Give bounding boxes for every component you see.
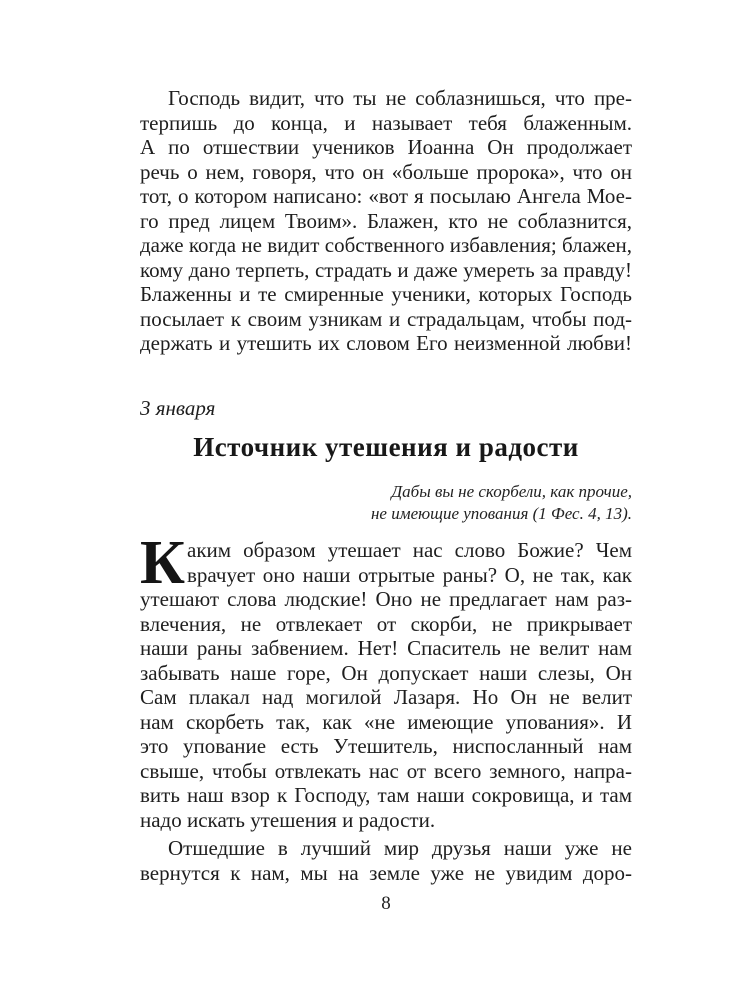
text-line: это упование есть Утешитель, ниспосланный нам (140, 734, 632, 758)
entry-title: Источник утешения и радости (193, 432, 579, 462)
page-number: 8 (381, 893, 391, 914)
closing-paragraph (140, 836, 632, 885)
text-line: А по отшествии учеников Иоанна Он продолжает (140, 135, 632, 159)
epigraph (140, 481, 632, 525)
meditation-paragraph (140, 529, 632, 832)
drop-cap: К (140, 529, 185, 597)
epigraph-line: Дабы вы не скорбели, как прочие, (391, 482, 632, 501)
text-line: кому дано терпеть, страдать и даже умереть за правду! (140, 257, 632, 282)
text-line: нам скорбеть так, как «не имеющие упования». И (140, 709, 632, 734)
text-line: Блаженны и те смиренные ученики, которых Господь (140, 282, 632, 306)
text-line: аким образом утешает нас слово Божие? Чем (187, 538, 632, 562)
epigraph-line: не имеющие упования (1 Фес. 4, 13). (371, 504, 632, 523)
text-line: влечения, не отвлекает от скорби, не прикрывает (140, 611, 632, 636)
text-line: держать и утешить их словом Его неизменной любви! (140, 331, 632, 355)
text-line: утешают слова людские! Оно не предлагает нам раз- (140, 587, 632, 611)
text-line: вернутся к нам, мы на земле уже не увидим доро- (140, 860, 632, 885)
text-line: речь о нем, говоря, что он «больше пророка», что он (140, 159, 632, 184)
text-line: го пред лицем Твоим». Блажен, кто не соблазнится, (140, 208, 632, 233)
text-line: врачует оно наши отрытые раны? О, не так, как (187, 562, 632, 587)
text-line: вить наш взор к Господу, там наши сокровища, и там (140, 783, 632, 807)
text-line: даже когда не видит собственного избавления; блажен, (140, 233, 632, 257)
meditation-lines (140, 529, 632, 832)
text-line: Сам плакал над могилой Лазаря. Но Он не велит (140, 685, 632, 709)
text-line: наши раны забвением. Нет! Спаситель не велит нам (140, 636, 632, 660)
text-line: надо искать утешения и радости. (140, 807, 436, 832)
text-line: посылает к своим узникам и страдальцам, чтобы под- (140, 306, 632, 331)
entry-date: 3 января (140, 396, 216, 420)
text-line: забывать наше горе, Он допускает наши слезы, Он (140, 660, 632, 685)
text-line: Господь видит, что ты не соблазнишься, что пре- (168, 86, 632, 110)
text-line: свыше, чтобы отвлекать нас от всего земного, напра- (140, 758, 632, 783)
text-line: тот, о котором написано: «вот я посылаю Ангела Мое- (140, 184, 632, 208)
intro-paragraph (140, 86, 632, 356)
text-line: Отшедшие в лучший мир друзья наши уже не (168, 836, 632, 860)
text-line: терпишь до конца, и называет тебя блаженным. (140, 110, 632, 135)
